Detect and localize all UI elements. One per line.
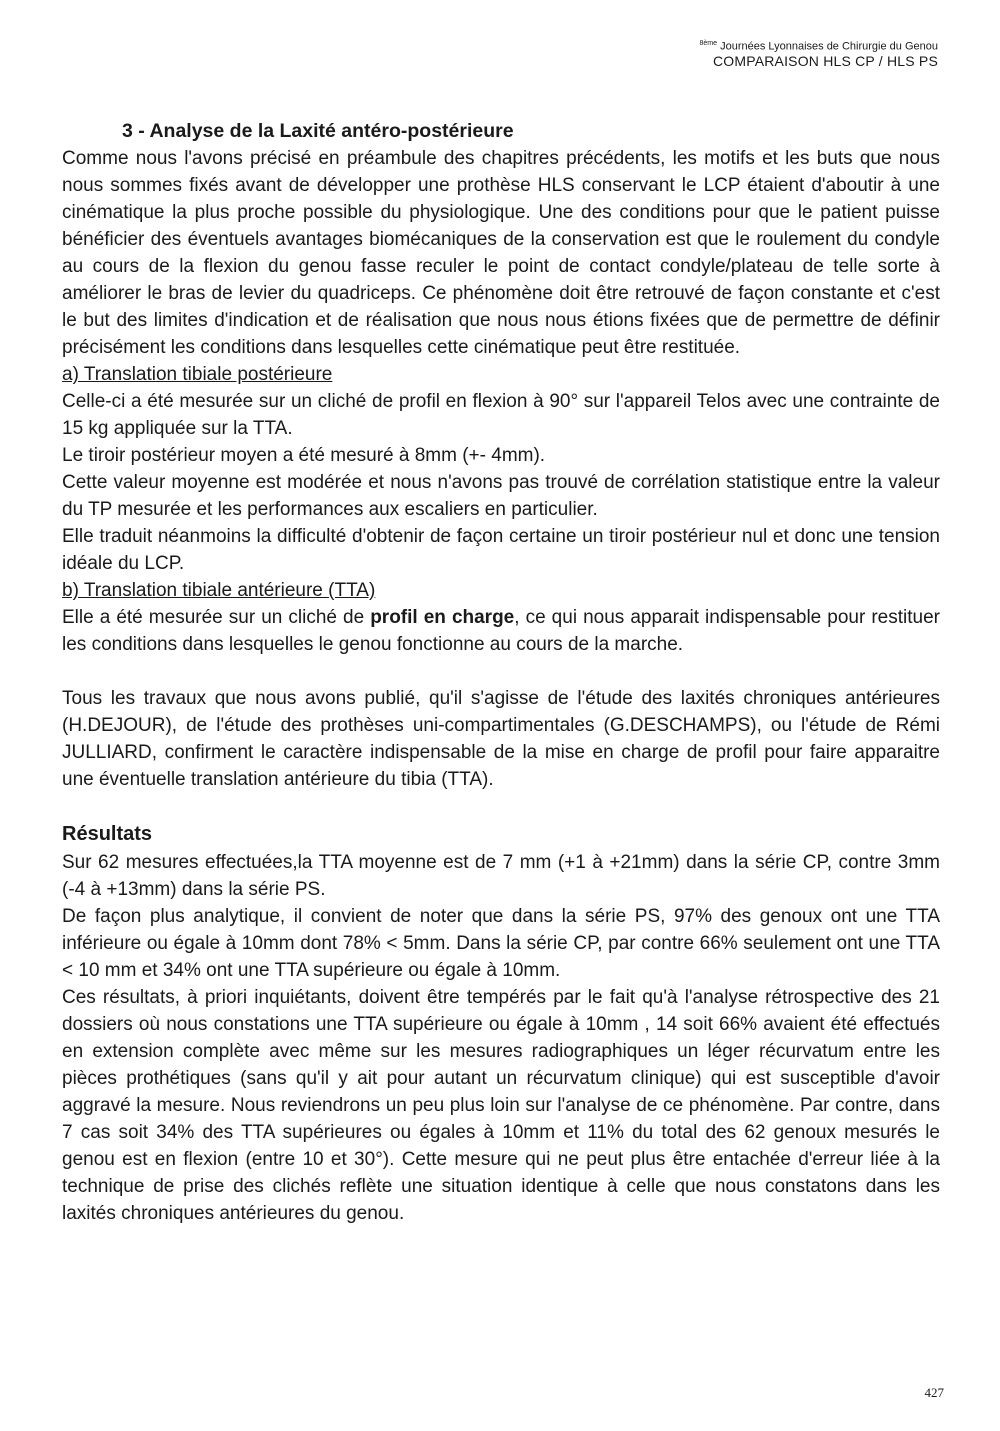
header-conference [700,40,938,53]
paragraph-b1-start: Elle a été mesurée sur un cliché de [62,607,371,628]
page-number: 427 [924,1385,944,1400]
results-paragraph-2: De façon plus analytique, il convient de noter que dans la série PS, 97% des genoux ont une TTA inférieure ou égale à 10mm dont 78% < 5mm. Dans la série CP, par contre 66% seulement ont une TTA < 10 mm et 34% ont une TTA supérieure ou égale à 10mm. [62,906,940,981]
header-edition: 8ème [699,40,718,47]
page-body [62,118,940,1227]
paragraph-a3: Cette valeur moyenne est modérée et nous n'avons pas trouvé de corrélation statistique entre la valeur du TP mesurée et les performances aux escaliers en particulier. [62,472,940,520]
paragraph-b1-emphasis: profil en charge [370,607,515,628]
header-title: COMPARAISON HLS CP / HLS PS [712,53,938,70]
paragraph-a4: Elle traduit néanmoins la difficulté d'obtenir de façon certaine un tiroir postérieur nul et donc une tension idéale du LCP. [62,526,940,574]
intro-paragraph: Comme nous l'avons précisé en préambule des chapitres précédents, les motifs et les buts que nous nous sommes fixés avant de développer une prothèse HLS conservant le LCP étaient d'aboutir à une cinématique la plus proche possible du physiologique. Une des conditions pour que le patient puisse bénéficier des éventuels avantages biomécaniques de la conservation est que le roulement du condyle au cours de la flexion du genou fasse reculer le point de contact condyle/plateau de telle sorte à améliorer le bras de levier du quadriceps. Ce phénomène doit être retrouvé de façon constante et c'est le but des limites d'indication et de réalisation que nous nous étions fixées que de permettre de définir précisément les conditions dans lesquelles cette cinématique peut être restituée. [62,148,940,358]
paragraph-b1-end: , ce qui nous apparait indispensable pour restituer les conditions dans lesquelles le genou fonctionne au cours de la marche. [62,607,940,655]
header-conference-name: Journées Lyonnaises de Chirurgie du Genou [717,40,938,53]
paragraph-b2: Tous les travaux que nous avons publié, qu'il s'agisse de l'étude des laxités chroniques antérieures (H.DEJOUR), de l'étude des prothèses uni-compartimentales (G.DESCHAMPS), ou l'étude de Rémi JULLIARD, confirment le caractère indispensable de la mise en charge de profil pour faire apparaitre une éventuelle translation antérieure du tibia (TTA). [62,688,940,790]
results-title: Résultats [62,823,153,845]
paragraph-a1: Celle-ci a été mesurée sur un cliché de profil en flexion à 90° sur l'appareil Telos avec une contrainte de 15 kg appliquée sur la TTA. [62,391,940,439]
spacer [62,793,940,820]
subheading-b: b) Translation tibiale antérieure (TTA) [62,580,376,601]
paragraph-b1 [62,604,940,658]
section-title: 3 - Analyse de la Laxité antéro-postérieure [122,120,514,142]
results-paragraph-1: Sur 62 mesures effectuées,la TTA moyenne est de 7 mm (+1 à +21mm) dans la série CP, contre 3mm (-4 à +13mm) dans la série PS. [62,852,940,900]
results-paragraph-3: Ces résultats, à priori inquiétants, doivent être tempérés par le fait qu'à l'analyse rétrospective des 21 dossiers où nous constations une TTA supérieure ou égale à 10mm , 14 soit 66% avaient été effectués en extension complète avec même sur les mesures radiographiques un léger récurvatum entre les pièces prothétiques (sans qu'il y ait pour autant un récurvatum clinique) qui est susceptible d'avoir aggravé la mesure. Nous reviendrons un peu plus loin sur l'analyse de ce phénomène. Par contre, dans 7 cas soit 34% des TTA supérieures ou égales à 10mm et 11% du total des 62 genoux mesurés le genou est en flexion (entre 10 et 30°). Cette mesure qui ne peut plus être entachée d'erreur liée à la technique de prise des clichés reflète une situation identique à celle que nous constatons dans les laxités chroniques antérieures du genou. [62,987,940,1224]
running-header [700,40,938,69]
paragraph-a2: Le tiroir postérieur moyen a été mesuré à 8mm (+- 4mm). [62,445,546,466]
subheading-a: a) Translation tibiale postérieure [62,364,333,385]
spacer [62,658,940,685]
